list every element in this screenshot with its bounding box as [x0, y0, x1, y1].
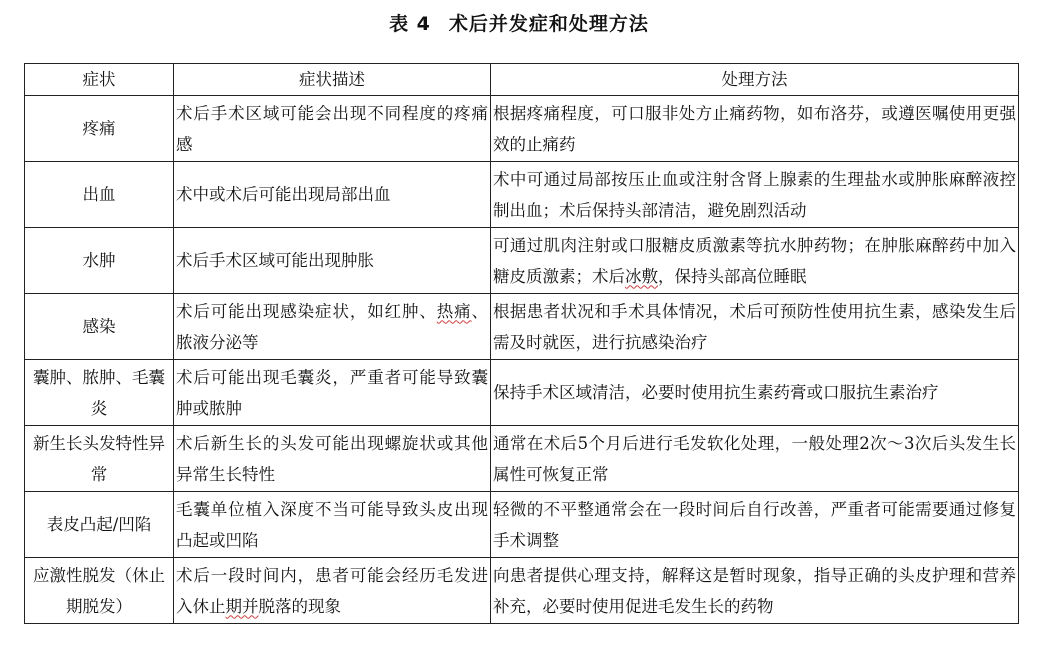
treatment-cell	[491, 228, 1019, 294]
symptom-cell: 应激性脱发（休止期脱发）	[25, 558, 174, 624]
treatment-cell: 向患者提供心理支持，解释这是暂时现象，指导正确的头皮护理和营养补充，必要时使用促进毛发生长的药物	[491, 558, 1019, 624]
description-text: 脱落的现象	[258, 596, 341, 616]
treatment-cell: 轻微的不平整通常会在一段时间后自行改善，严重者可能需要通过修复手术调整	[491, 492, 1019, 558]
description-cell: 毛囊单位植入深度不当可能导致头皮出现凸起或凹陷	[174, 492, 491, 558]
table-caption	[0, 10, 1038, 38]
description-cell	[174, 558, 491, 624]
table-number: 表 4	[389, 13, 431, 35]
treatment-cell: 保持手术区域清洁，必要时使用抗生素药膏或口服抗生素治疗	[491, 360, 1019, 426]
table-row	[25, 96, 1019, 162]
table-row	[25, 492, 1019, 558]
symptom-cell: 新生长头发特性异常	[25, 426, 174, 492]
treatment-cell: 通常在术后5个月后进行毛发软化处理，一般处理2次～3次后头发生长属性可恢复正常	[491, 426, 1019, 492]
header-symptom: 症状	[25, 64, 174, 96]
symptom-cell: 水肿	[25, 228, 174, 294]
symptom-cell: 感染	[25, 294, 174, 360]
treatment-cell: 根据疼痛程度，可口服非处方止痛药物，如布洛芬，或遵医嘱使用更强效的止痛药	[491, 96, 1019, 162]
header-description: 症状描述	[174, 64, 491, 96]
table-row	[25, 228, 1019, 294]
treatment-cell: 根据患者状况和手术具体情况，术后可预防性使用抗生素，感染发生后需及时就医，进行抗感染治疗	[491, 294, 1019, 360]
table-row	[25, 558, 1019, 624]
table-title: 术后并发症和处理方法	[448, 13, 649, 35]
description-cell: 术后可能出现毛囊炎，严重者可能导致囊肿或脓肿	[174, 360, 491, 426]
symptom-cell: 囊肿、脓肿、毛囊炎	[25, 360, 174, 426]
description-cell: 术中或术后可能出现局部出血	[174, 162, 491, 228]
spellcheck-mark: 期并	[225, 596, 259, 616]
header-row	[25, 64, 1019, 96]
description-cell: 术后手术区域可能出现肿胀	[174, 228, 491, 294]
description-text: 术后可能出现感染症状，如红肿、	[176, 301, 437, 321]
table-row	[25, 426, 1019, 492]
header-treatment: 处理方法	[491, 64, 1019, 96]
symptom-cell: 出血	[25, 162, 174, 228]
treatment-text: ，保持头部高位睡眠	[658, 266, 807, 286]
table-row	[25, 162, 1019, 228]
symptom-cell: 表皮凸起/凹陷	[25, 492, 174, 558]
table-row	[25, 360, 1019, 426]
spellcheck-mark: 冰敷	[625, 266, 658, 286]
spellcheck-mark: 热痛	[436, 301, 472, 321]
treatment-text: 可通过肌肉注射或口服糖皮质激素等抗水肿药物；在肿胀麻醉药中加入糖皮质激素；术后	[493, 235, 1016, 286]
description-cell: 术后新生长的头发可能出现螺旋状或其他异常生长特性	[174, 426, 491, 492]
description-cell: 术后手术区域可能会出现不同程度的疼痛感	[174, 96, 491, 162]
symptom-cell: 疼痛	[25, 96, 174, 162]
description-text: 术后一段时间内，患者可能会经历毛发进入休止	[176, 565, 488, 616]
complications-table	[24, 63, 1019, 624]
table-row	[25, 294, 1019, 360]
treatment-cell: 术中可通过局部按压止血或注射含肾上腺素的生理盐水或肿胀麻醉液控制出血；术后保持头部清洁，避免剧烈活动	[491, 162, 1019, 228]
description-cell	[174, 294, 491, 360]
description-text: 、脓液分泌等	[176, 301, 489, 352]
